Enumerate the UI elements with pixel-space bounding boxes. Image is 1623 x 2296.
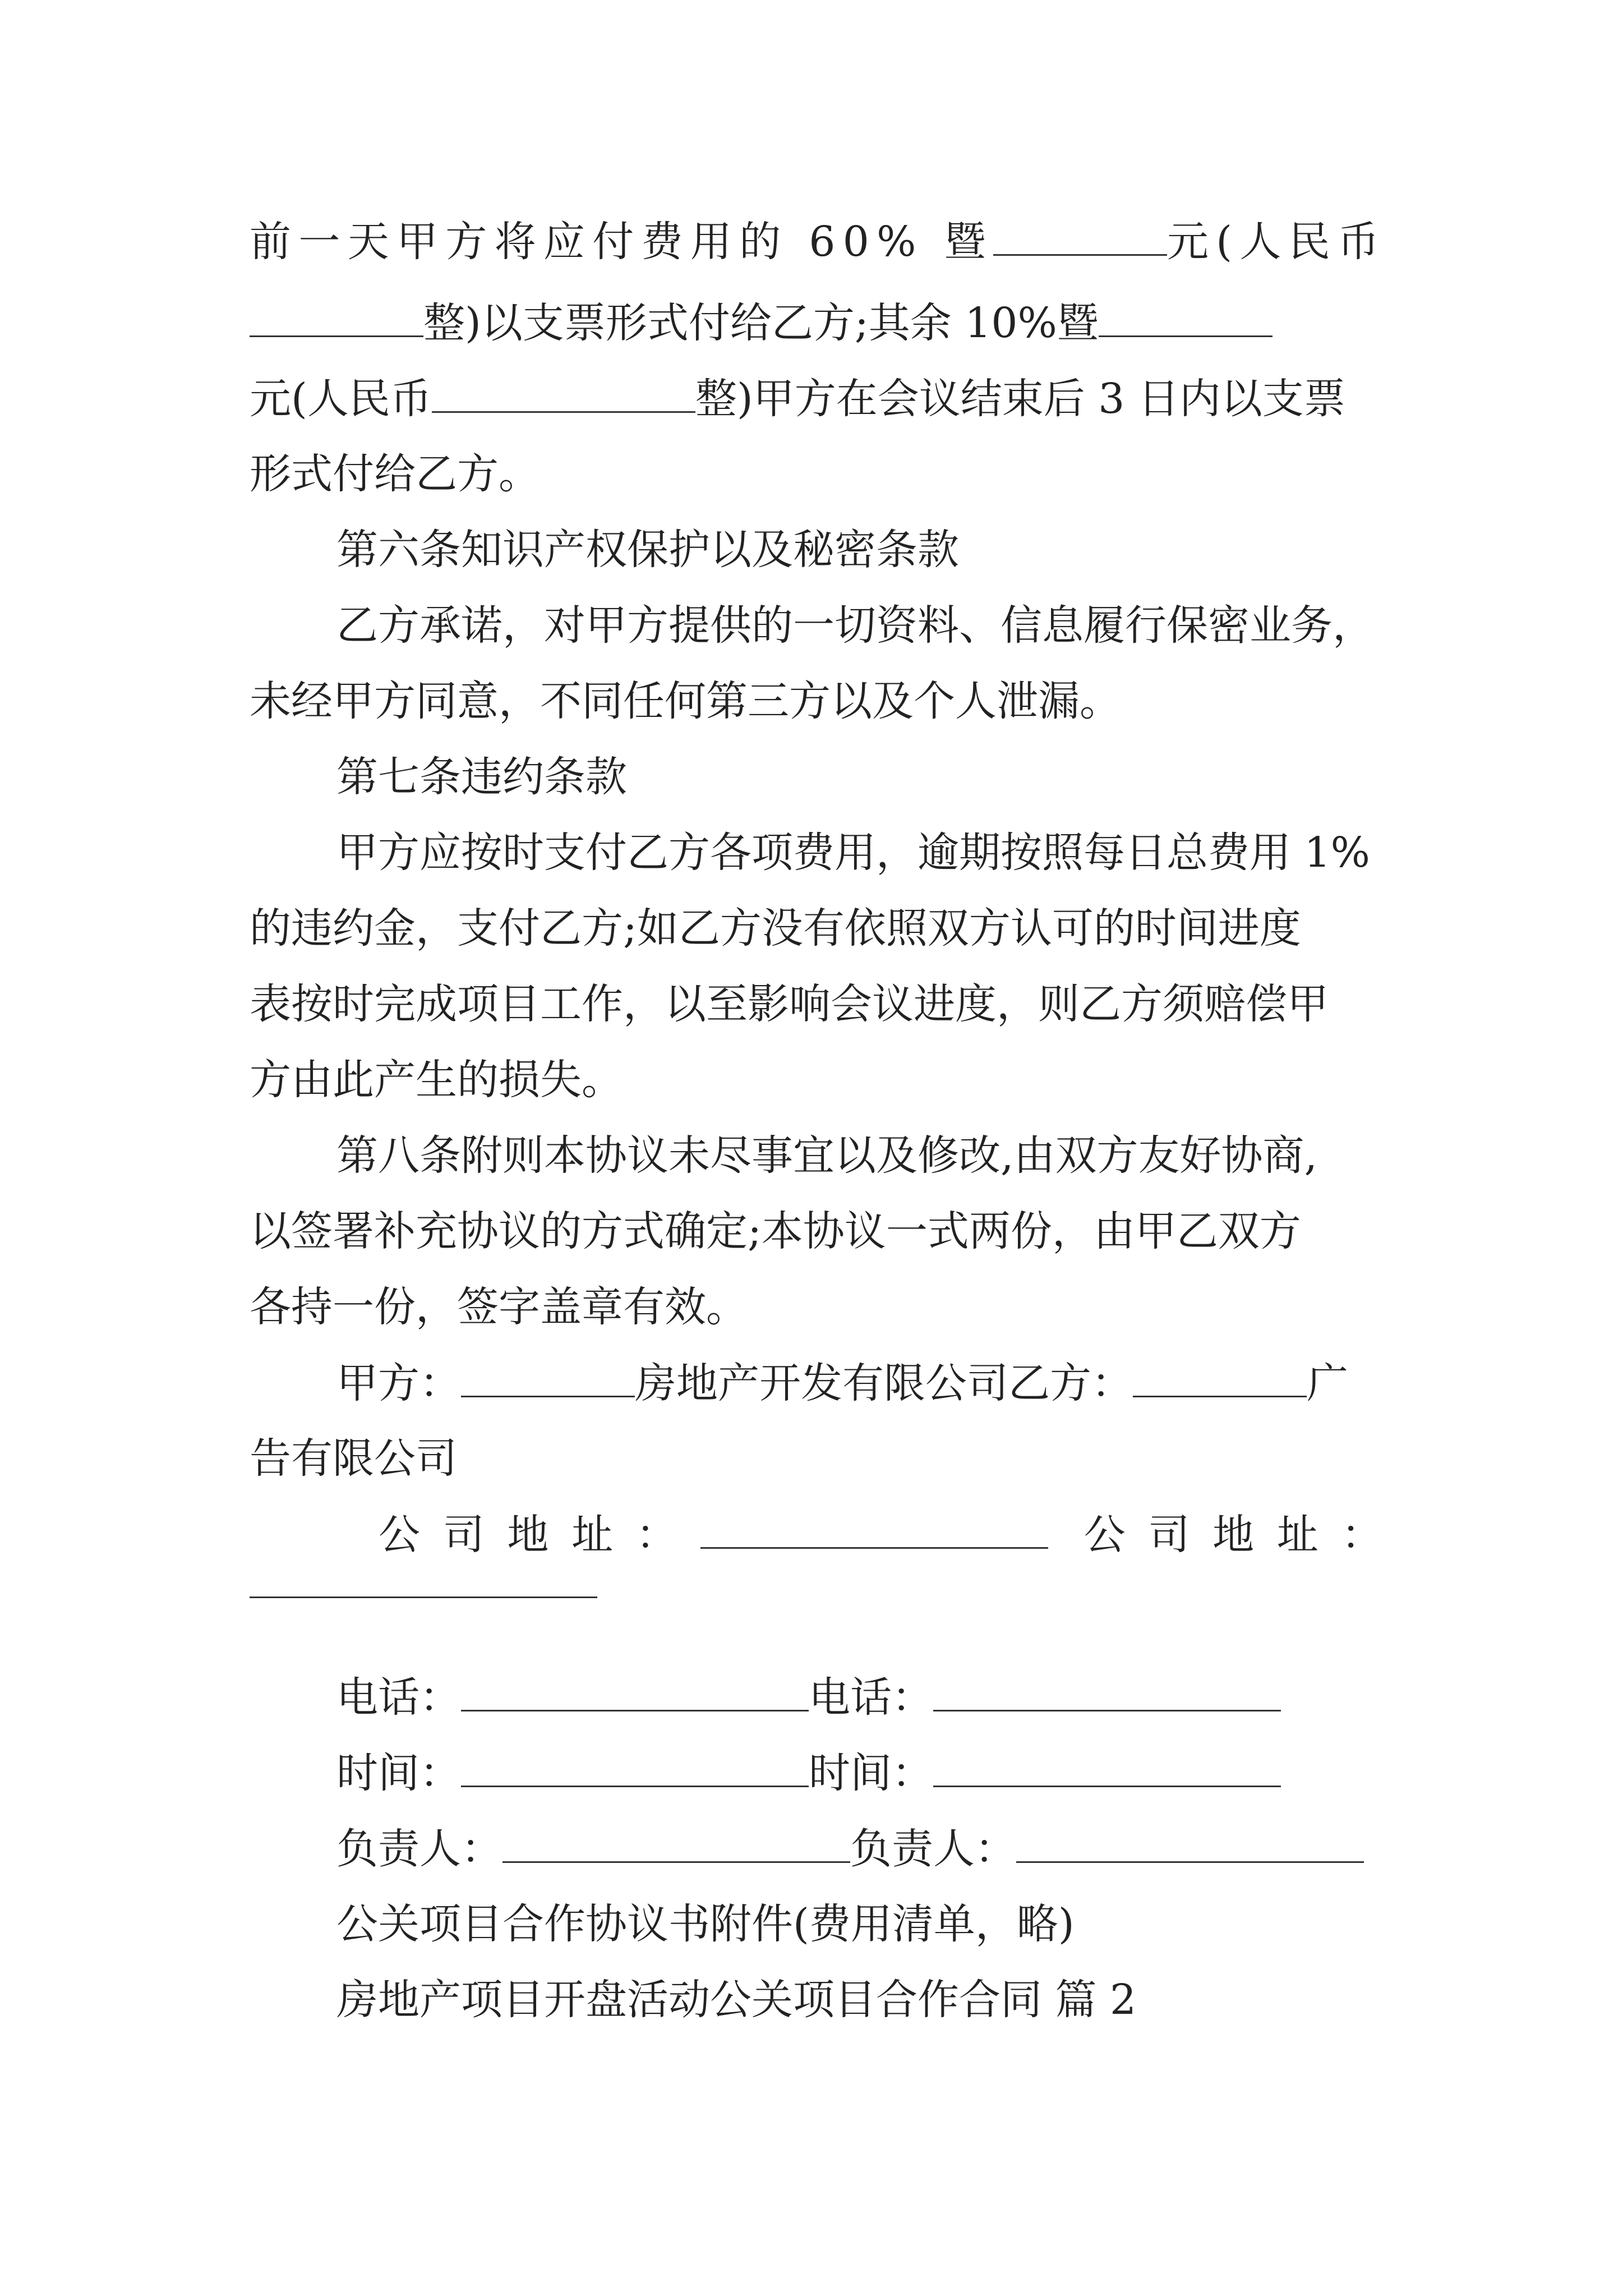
party-b-company: 广 — [1307, 1359, 1348, 1407]
amount-blank — [993, 210, 1167, 256]
time-label-a: 时间： — [336, 1749, 461, 1797]
address-blank-a — [700, 1503, 1048, 1549]
party-a-blank — [461, 1352, 635, 1397]
article-7-line-3: 表按时完成项目工作，以至影响会议进度，则乙方须赔偿甲 — [250, 980, 1329, 1028]
payment-text: 前一天甲方将应付费用的 60% 暨 — [250, 218, 993, 266]
payment-line-1 — [250, 210, 1386, 272]
phone-label-a: 电话： — [336, 1673, 461, 1722]
article-7-line-2: 的违约金，支付乙方;如乙方没有依照双方认可的时间进度 — [250, 904, 1301, 953]
time-label-b: 时间： — [809, 1749, 933, 1797]
article-7-line-1: 甲方应按时支付乙方各项费用，逾期按照每日总费用 1% — [336, 829, 1370, 877]
rmb-blank — [432, 367, 695, 413]
manager-blank-b — [1016, 1818, 1364, 1863]
time-blank-a — [461, 1742, 809, 1787]
article-8-line-2: 以签署补充协议的方式确定;本协议一式两份，由甲乙双方 — [250, 1207, 1301, 1255]
manager-label-a: 负责人： — [336, 1825, 502, 1873]
manager-line — [336, 1818, 1364, 1879]
party-a-company: 房地产开发有限公司乙方： — [635, 1359, 1133, 1407]
parties-line — [336, 1352, 1348, 1414]
phone-blank-a — [461, 1666, 809, 1711]
time-line — [336, 1742, 1281, 1803]
address-label-a: 公司地址： — [379, 1511, 700, 1559]
article-6-line-2: 未经甲方同意，不同任何第三方以及个人泄漏。 — [250, 677, 1121, 725]
currency-text: 元(人民币 — [250, 375, 432, 423]
amount-blank — [1099, 292, 1272, 337]
time-blank-b — [933, 1742, 1281, 1787]
payment-line-4: 形式付给乙方。 — [250, 450, 540, 498]
payment-text: 整)甲方在会议结束后 3 日内以支票 — [695, 375, 1345, 423]
address-line — [379, 1503, 1405, 1565]
next-contract-title: 房地产项目开盘活动公关项目合作合同 篇 2 — [336, 1976, 1137, 2024]
address-blank-b — [250, 1596, 597, 1600]
currency-text: 元(人民币 — [1166, 218, 1387, 266]
rmb-blank — [250, 292, 423, 337]
article-7-line-4: 方由此产生的损失。 — [250, 1056, 623, 1104]
address-label-b: 公司地址： — [1083, 1511, 1406, 1559]
party-a-label: 甲方： — [336, 1359, 461, 1407]
payment-text: 整)以支票形式付给乙方;其余 10%暨 — [423, 299, 1099, 347]
article-6-line-1: 乙方承诺，对甲方提供的一切资料、信息履行保密业务， — [336, 601, 1374, 650]
article-7-title: 第七条违约条款 — [336, 753, 627, 801]
article-8-line-3: 各持一份，签字盖章有效。 — [250, 1283, 748, 1331]
phone-label-b: 电话： — [809, 1673, 933, 1722]
payment-line-2 — [250, 292, 1272, 353]
article-8-line-1: 第八条附则本协议未尽事宜以及修改,由双方友好协商, — [336, 1131, 1318, 1180]
party-b-blank — [1133, 1352, 1307, 1397]
appendix-note: 公关项目合作协议书附件(费用清单，略) — [336, 1900, 1075, 1948]
manager-label-b: 负责人： — [850, 1825, 1016, 1873]
phone-line — [336, 1666, 1281, 1728]
phone-blank-b — [933, 1666, 1281, 1711]
party-b-company-cont: 告有限公司 — [250, 1434, 457, 1483]
article-6-title: 第六条知识产权保护以及秘密条款 — [336, 526, 959, 574]
payment-line-3 — [250, 367, 1345, 429]
manager-blank-a — [502, 1818, 850, 1863]
